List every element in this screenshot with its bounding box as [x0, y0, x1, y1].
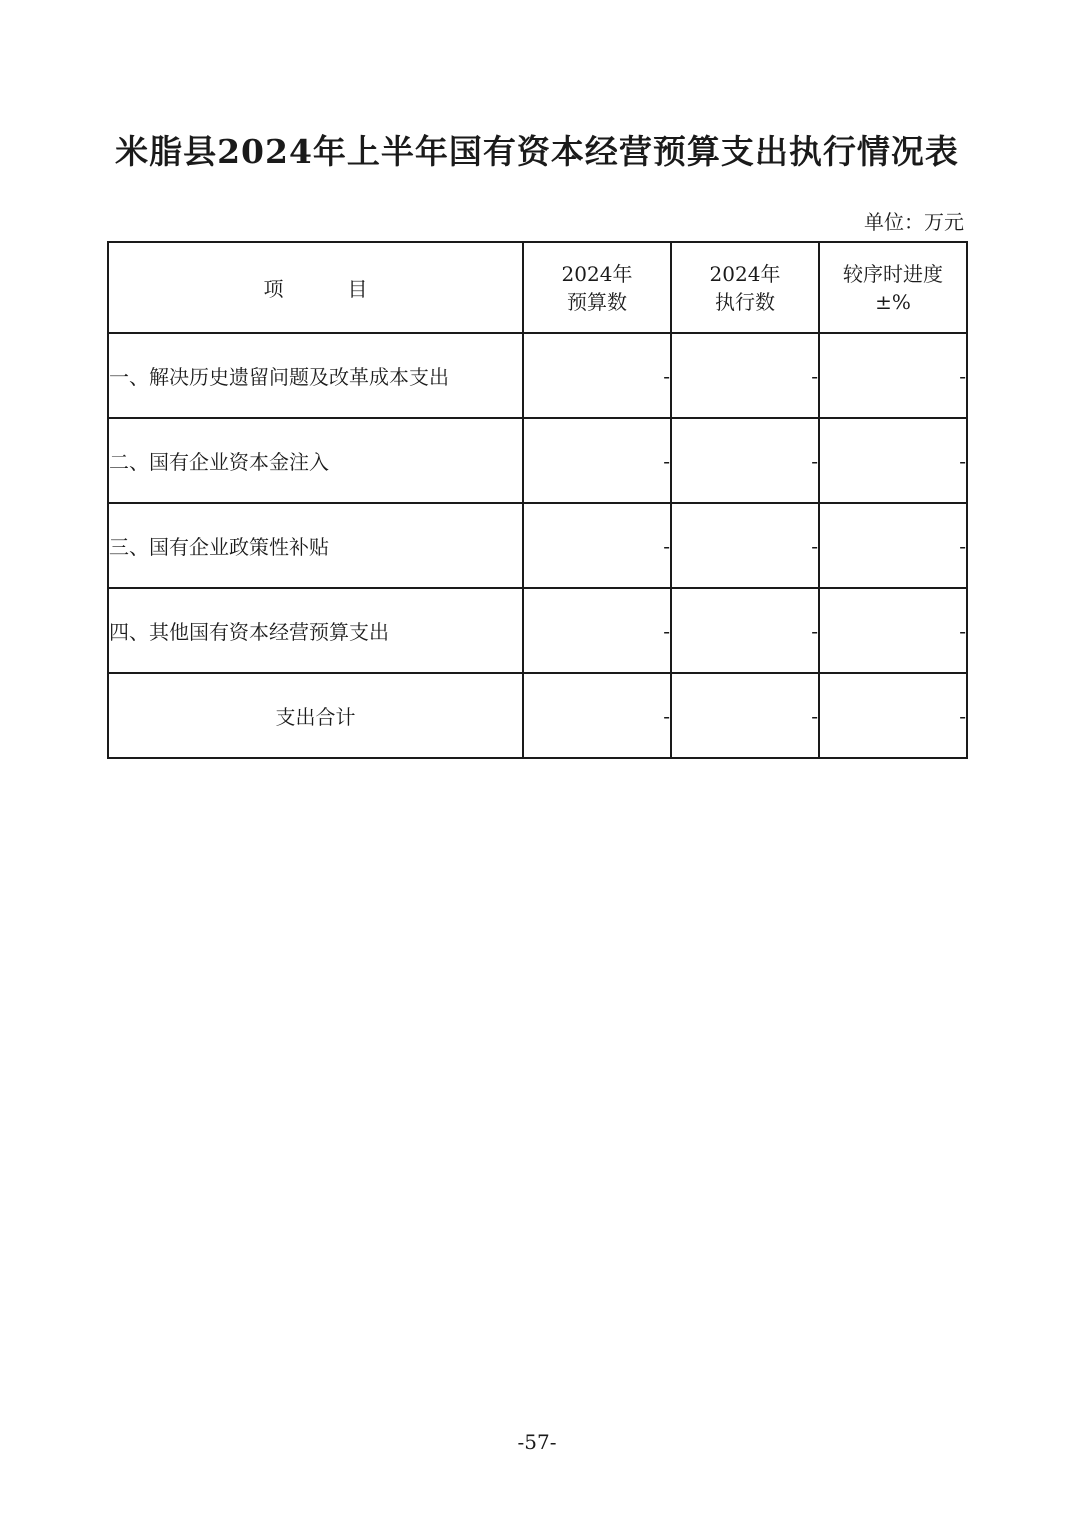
row-actual: - — [671, 673, 819, 758]
page-number: -57- — [517, 1430, 557, 1454]
header-progress-line2: ±% — [875, 289, 911, 314]
row-budget: - — [523, 588, 671, 673]
row-label: 二、国有企业资本金注入 — [108, 418, 523, 503]
table-row — [108, 418, 967, 503]
row-budget: - — [523, 673, 671, 758]
row-progress: - — [819, 418, 967, 503]
row-budget: - — [523, 418, 671, 503]
header-item — [108, 242, 523, 333]
header-actual — [671, 242, 819, 333]
table-row — [108, 503, 967, 588]
header-item-part1: 项 — [263, 277, 284, 301]
table-row — [108, 333, 967, 418]
row-label: 三、国有企业政策性补贴 — [108, 503, 523, 588]
table-row — [108, 588, 967, 673]
row-progress: - — [819, 503, 967, 588]
header-budget-line1: 2024年 — [561, 261, 633, 286]
header-progress-line1: 较序时进度 — [843, 261, 943, 286]
row-label: 四、其他国有资本经营预算支出 — [108, 588, 523, 673]
row-progress: - — [819, 673, 967, 758]
row-actual: - — [671, 333, 819, 418]
row-label-total: 支出合计 — [108, 673, 523, 758]
unit-label: 单位：万元 — [864, 210, 964, 234]
header-budget — [523, 242, 671, 333]
budget-execution-table — [107, 241, 968, 759]
row-progress: - — [819, 588, 967, 673]
table-row-total — [108, 673, 967, 758]
row-actual: - — [671, 418, 819, 503]
row-budget: - — [523, 333, 671, 418]
row-progress: - — [819, 333, 967, 418]
header-progress — [819, 242, 967, 333]
row-label: 一、解决历史遗留问题及改革成本支出 — [108, 333, 523, 418]
header-actual-line2: 执行数 — [715, 289, 775, 314]
header-budget-line2: 预算数 — [567, 289, 627, 314]
table-header-row — [108, 242, 967, 333]
header-item-part2: 目 — [347, 277, 368, 301]
row-actual: - — [671, 588, 819, 673]
document-title: 米脂县2024年上半年国有资本经营预算支出执行情况表 — [115, 132, 959, 171]
row-actual: - — [671, 503, 819, 588]
header-actual-line1: 2024年 — [709, 261, 781, 286]
row-budget: - — [523, 503, 671, 588]
